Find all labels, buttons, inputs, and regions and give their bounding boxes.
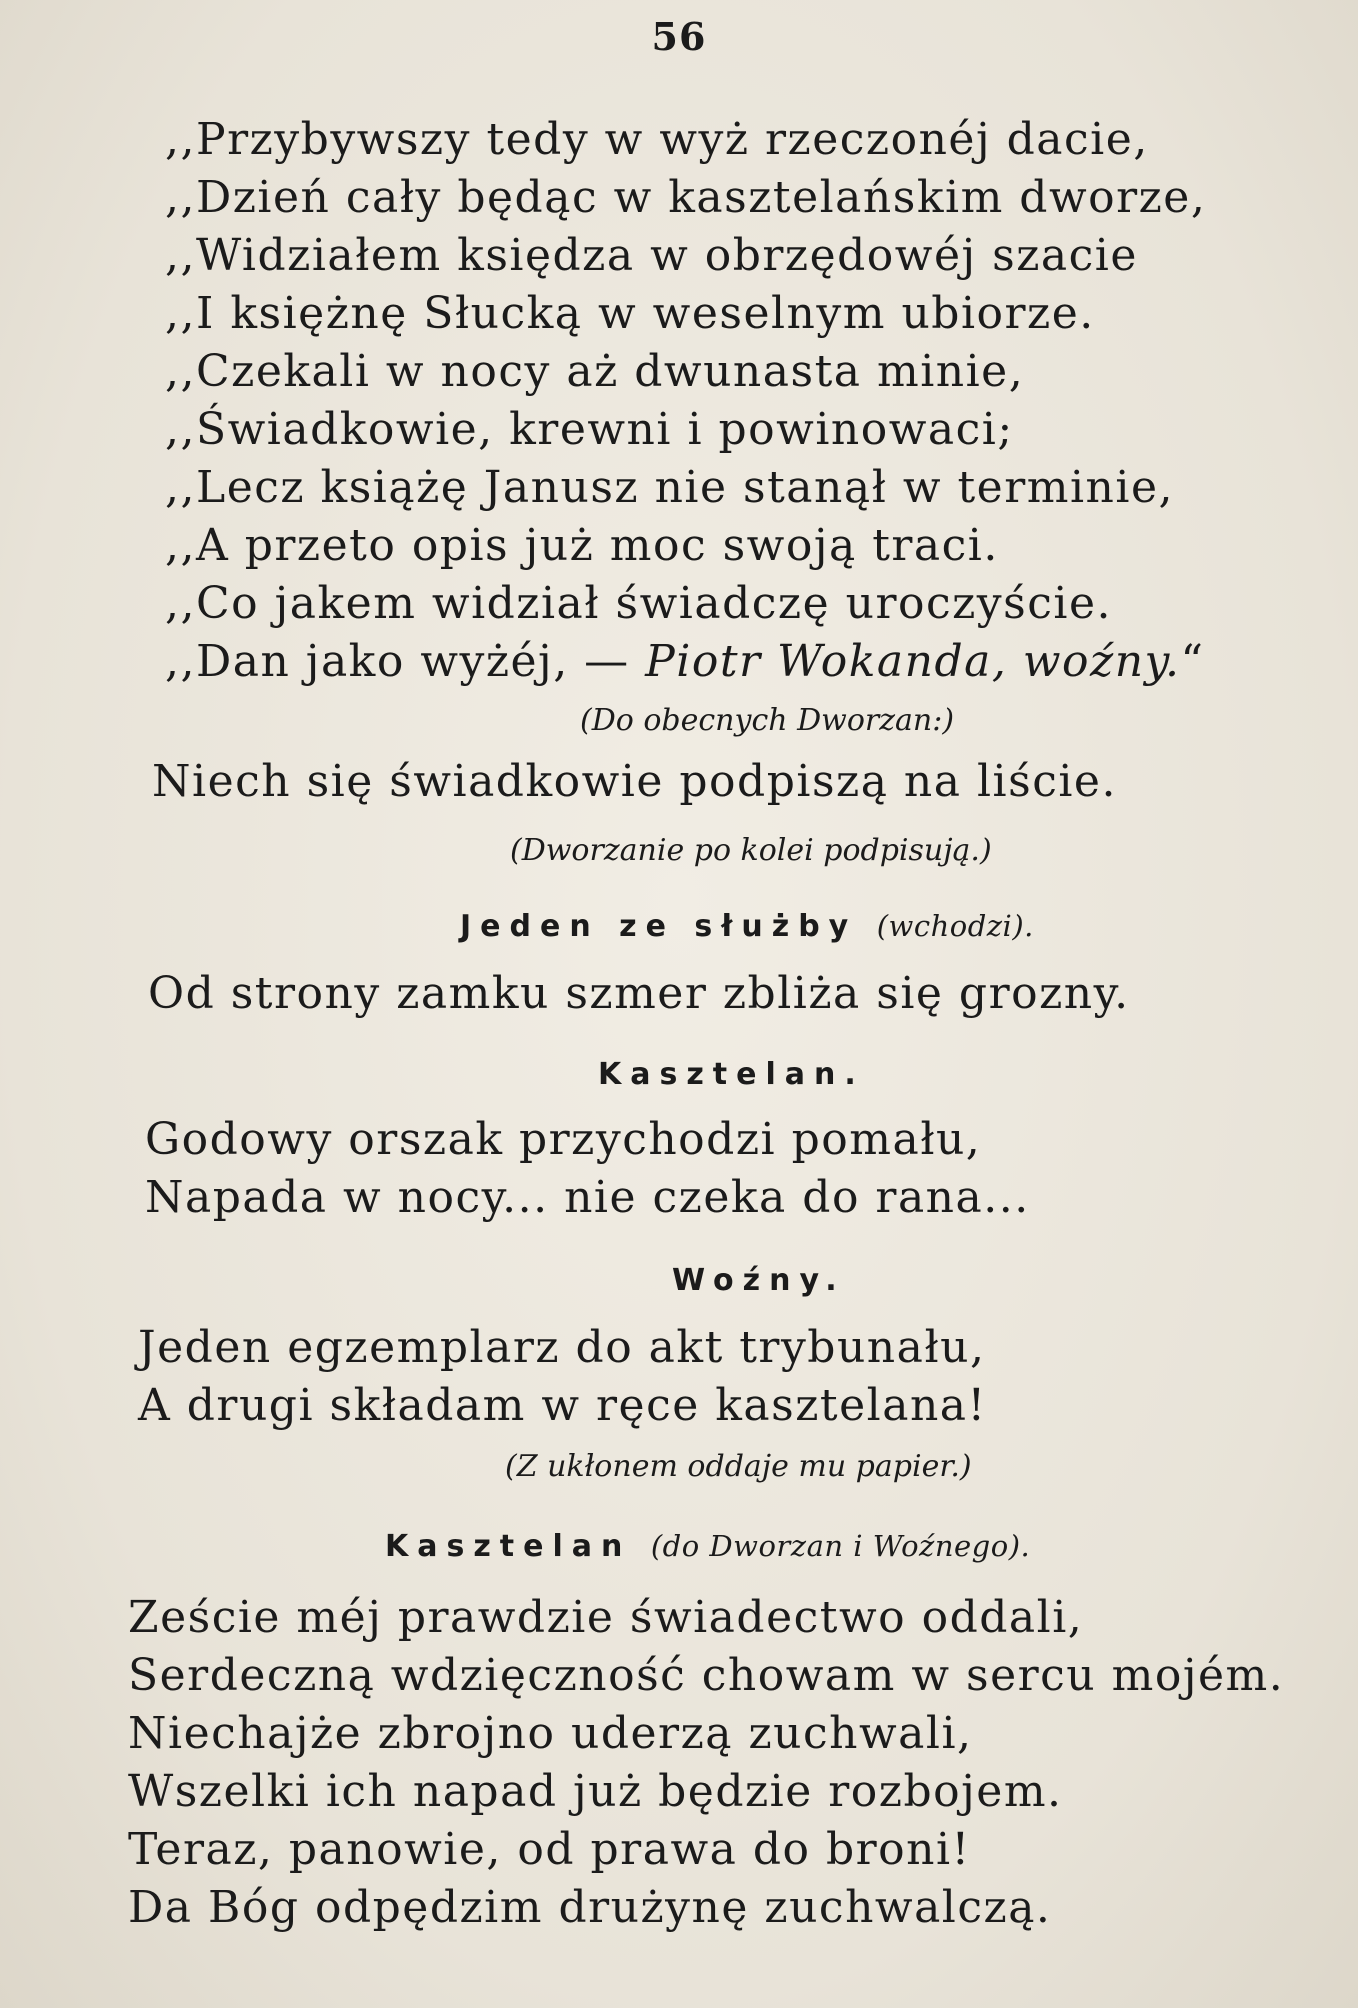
verse-line: Od strony zamku szmer zbliża się grozny. (148, 968, 1130, 1019)
verse-line: ,,Co jakem widział świadczę uroczyście. (165, 578, 1112, 629)
speaker-name: Jeden ze służby (460, 909, 858, 944)
signature-line (165, 636, 1205, 687)
speaker-note: (do Dworzan i Woźnego). (650, 1529, 1031, 1563)
stage-direction: (Do obecnych Dworzan:) (580, 703, 955, 738)
verse-line: ,,Widziałem księdza w obrzędowéj szacie (165, 230, 1138, 281)
verse-line: Niechajże zbrojno uderzą zuchwali, (128, 1708, 973, 1759)
speaker-heading (460, 909, 1034, 944)
verse-line: Jeden egzemplarz do akt trybunału, (138, 1322, 986, 1373)
speaker-name: Kasztelan. (598, 1057, 865, 1092)
verse-line: ,,A przeto opis już moc swoją traci. (165, 520, 999, 571)
speaker-name: Kasztelan (385, 1529, 632, 1564)
verse-line: Zeście méj prawdzie świadectwo oddali, (128, 1592, 1084, 1643)
page-number: 56 (651, 14, 707, 59)
verse-line: Wszelki ich napad już będzie rozbojem. (128, 1766, 1063, 1817)
verse-line: ,,Lecz książę Janusz nie stanął w terminie, (165, 462, 1174, 513)
verse-line: Serdeczną wdzięczność chowam w sercu mojém. (128, 1650, 1285, 1701)
signature-start: ,,Dan jako wyżéj, — (165, 636, 646, 687)
verse-line: Napada w nocy... nie czeka do rana... (145, 1172, 1030, 1223)
verse-line: ,,Świadkowie, krewni i powinowaci; (165, 404, 1014, 455)
speaker-name: Woźny. (672, 1263, 846, 1298)
verse-line: ,,Dzień cały będąc w kasztelańskim dworze, (165, 172, 1207, 223)
verse-line: ,,Czekali w nocy aż dwunasta minie, (165, 346, 1025, 397)
signature-name: Piotr Wokanda, woźny. (645, 636, 1181, 687)
speaker-heading (672, 1263, 846, 1298)
speaker-heading (598, 1057, 865, 1092)
verse-line: ,,Przybywszy tedy w wyż rzeczonéj dacie, (165, 114, 1149, 165)
verse-line: Teraz, panowie, od prawa do broni! (128, 1824, 971, 1875)
verse-line: ,,I księżnę Słucką w weselnym ubiorze. (165, 288, 1095, 339)
verse-line: Da Bóg odpędzim drużynę zuchwalczą. (128, 1882, 1052, 1933)
stage-direction: (Dworzanie po kolei podpisują.) (510, 833, 992, 868)
verse-line: Niech się świadkowie podpiszą na liście. (152, 756, 1117, 807)
speaker-heading (385, 1529, 1031, 1564)
verse-line: A drugi składam w ręce kasztelana! (138, 1380, 987, 1431)
verse-line: Godowy orszak przychodzi pomału, (145, 1114, 982, 1165)
speaker-note: (wchodzi). (876, 909, 1034, 943)
stage-direction: (Z ukłonem oddaje mu papier.) (505, 1449, 972, 1484)
signature-end: “ (1180, 636, 1205, 687)
